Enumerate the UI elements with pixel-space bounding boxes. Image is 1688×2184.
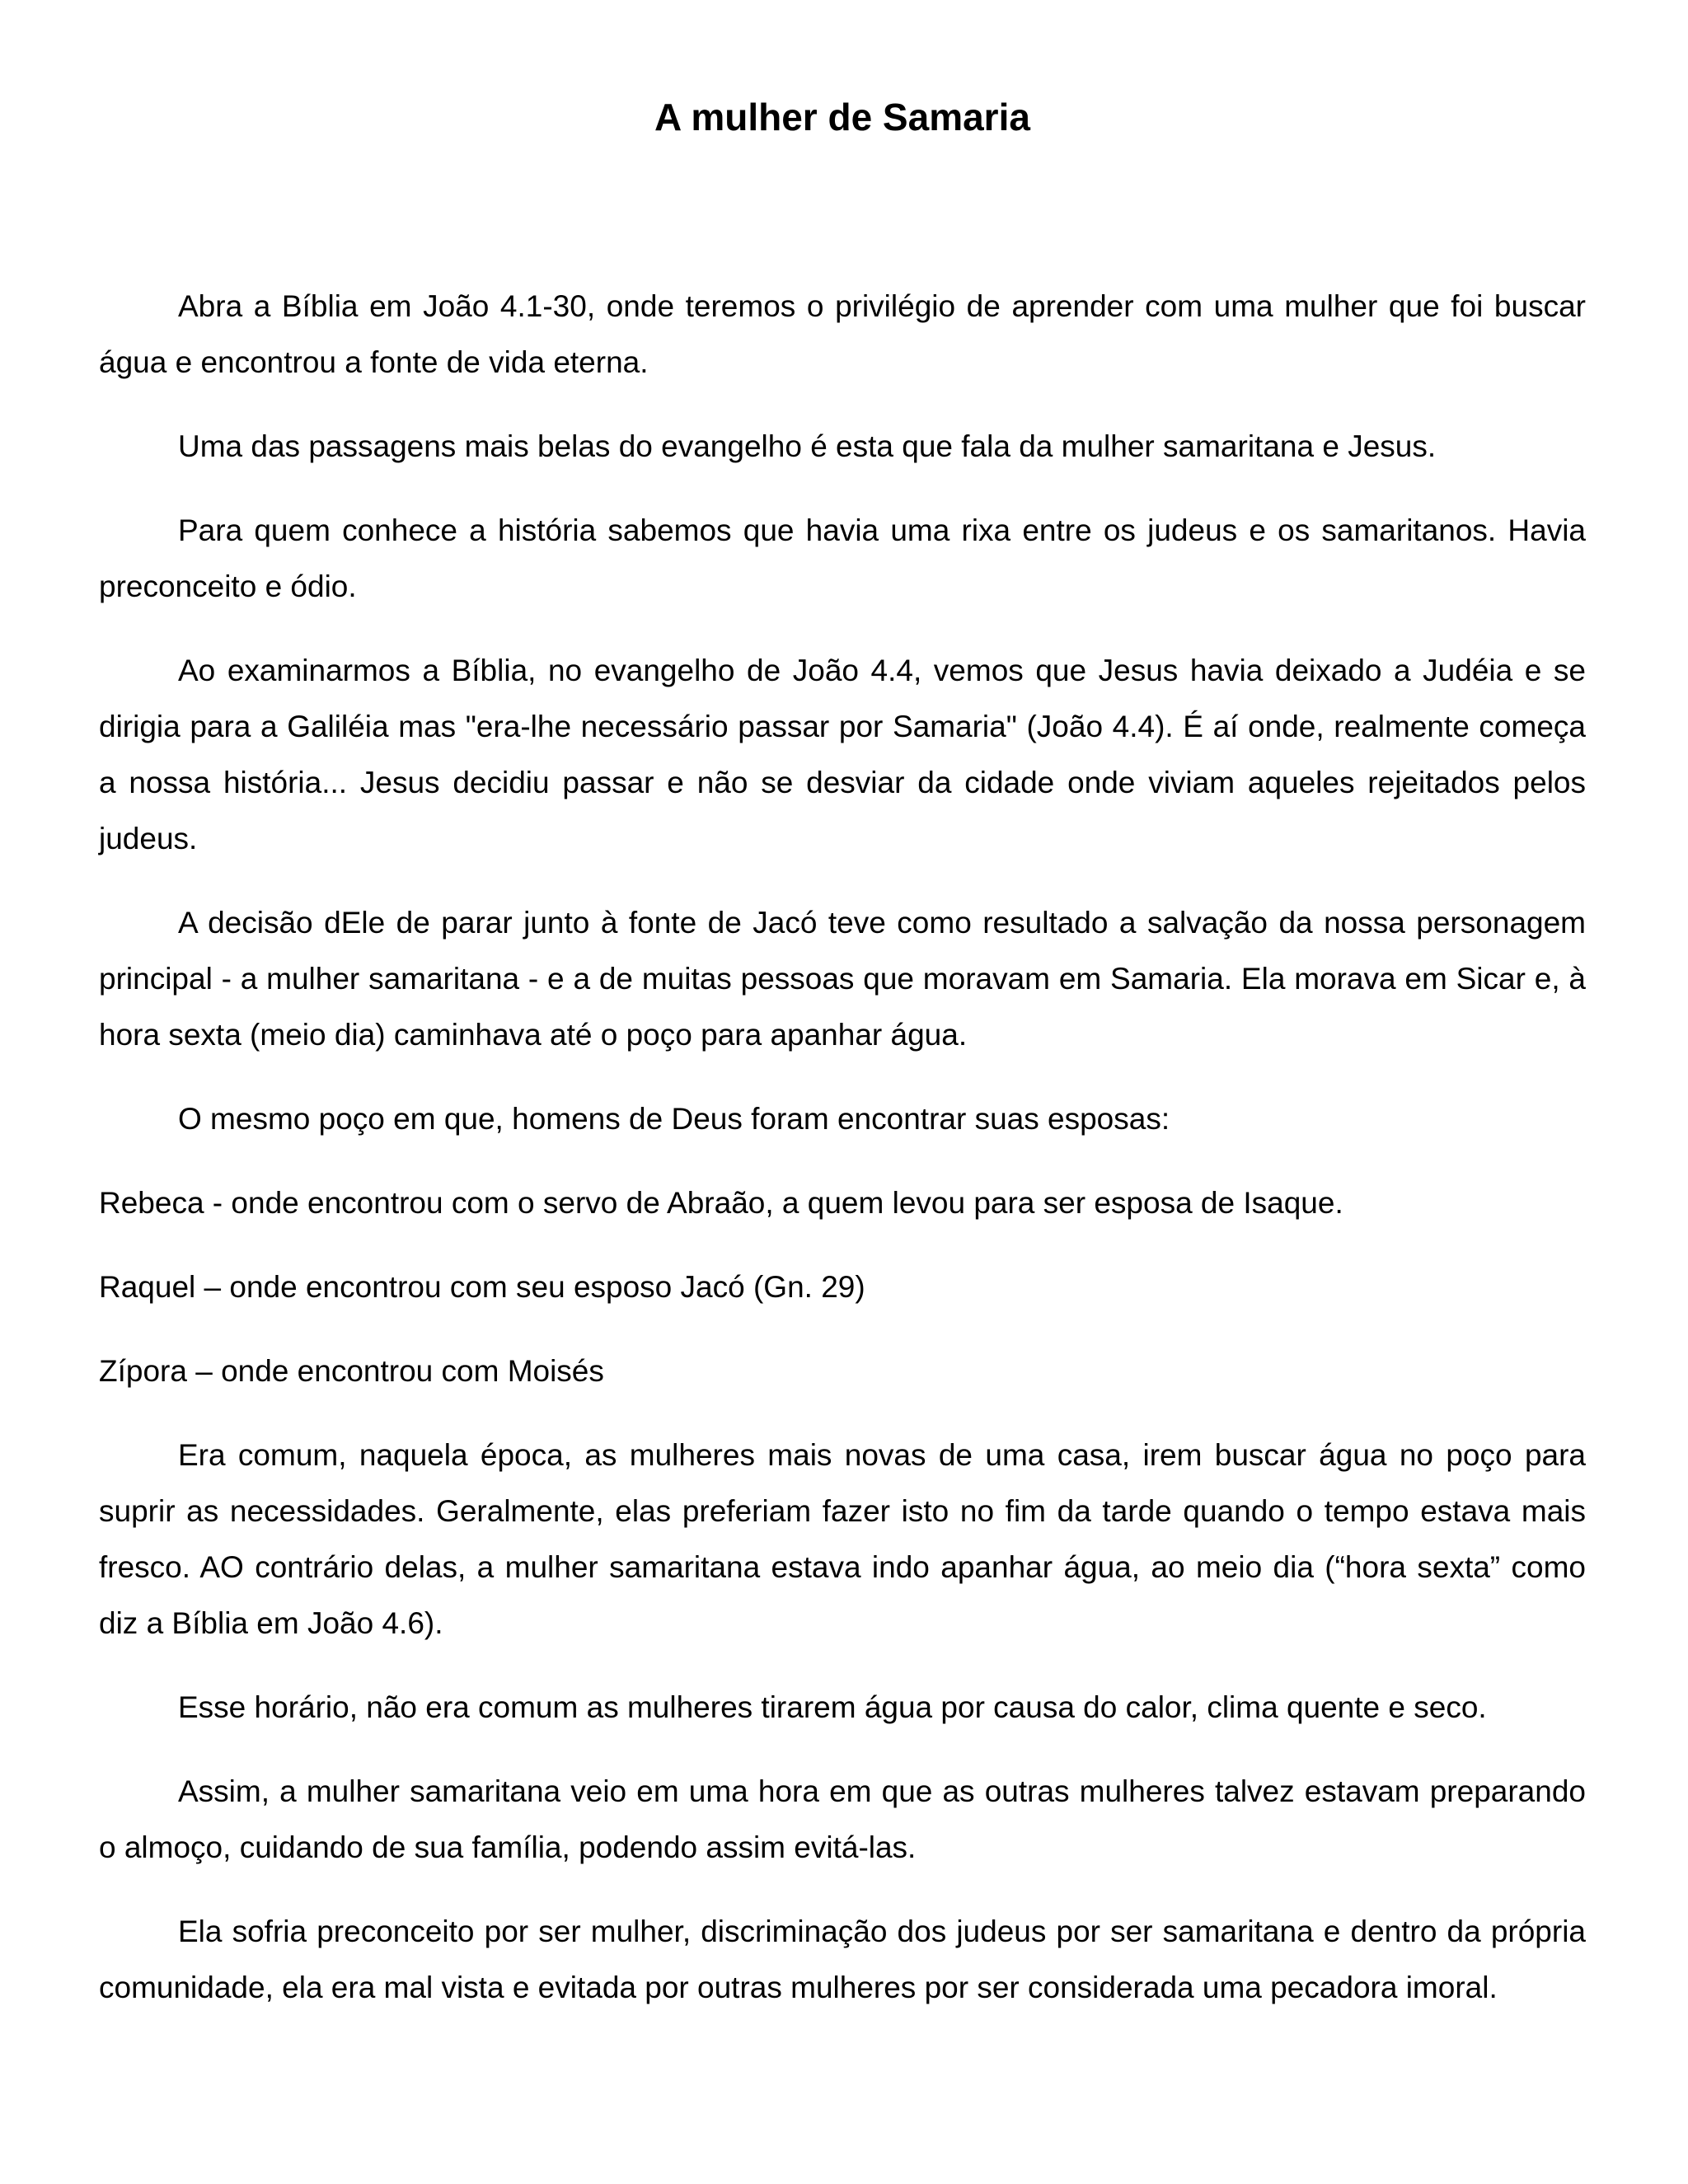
paragraph-intro: Abra a Bíblia em João 4.1-30, onde teremos o privilégio de aprender com uma mulher que foi buscar água e encontrou a fonte de vida eterna. <box>99 289 1586 379</box>
document-page <box>99 0 1586 2184</box>
paragraph-avoid: Assim, a mulher samaritana veio em uma hora em que as outras mulheres talvez estavam preparando o almoço, cuidando de sua família, podendo assim evitá-las. <box>99 1774 1586 1864</box>
paragraph-custom: Era comum, naquela época, as mulheres mais novas de uma casa, irem buscar água no poço para suprir as necessidades. Geralmente, elas preferiam fazer isto no fim da tarde quando o tempo estava mais fresco. AO contrário delas, a mulher samaritana estava indo apanhar água, ao meio dia (“hora sexta” como diz a Bíblia em João 4.6). <box>99 1438 1586 1640</box>
list-item-zipora: Zípora – onde encontrou com Moisés <box>99 1354 604 1388</box>
page-title: A mulher de Samaria <box>654 96 1030 138</box>
paragraph-prejudice: Ela sofria preconceito por ser mulher, discriminação dos judeus por ser samaritana e dentro da própria comunidade, ela era mal vista e evitada por outras mulheres por ser considerada uma pecadora imoral. <box>99 1915 1586 2004</box>
paragraph-well: O mesmo poço em que, homens de Deus foram encontrar suas esposas: <box>178 1102 1170 1136</box>
paragraph-rivalry: Para quem conhece a história sabemos que havia uma rixa entre os judeus e os samaritanos. Havia preconceito e ódio. <box>99 513 1586 603</box>
paragraph-passage: Uma das passagens mais belas do evangelho é esta que fala da mulher samaritana e Jesus. <box>178 429 1437 463</box>
paragraph-journey: Ao examinarmos a Bíblia, no evangelho de João 4.4, vemos que Jesus havia deixado a Judéia e se dirigia para a Galiléia mas "era-lhe necessário passar por Samaria" (João 4.4). É aí onde, realmente começa a nossa história... Jesus decidiu passar e não se desviar da cidade onde viviam aqueles rejeitados pelos judeus. <box>99 654 1586 855</box>
list-item-raquel: Raquel – onde encontrou com seu esposo Jacó (Gn. 29) <box>99 1270 865 1304</box>
paragraph-time: Esse horário, não era comum as mulheres tirarem água por causa do calor, clima quente e seco. <box>178 1690 1487 1724</box>
paragraph-decision: A decisão dEle de parar junto à fonte de Jacó teve como resultado a salvação da nossa personagem principal - a mulher samaritana - e a de muitas pessoas que moravam em Samaria. Ela morava em Sicar e, à hora sexta (meio dia) caminhava até o poço para apanhar água. <box>99 906 1586 1052</box>
document-body <box>99 279 1586 2044</box>
list-item-rebeca: Rebeca - onde encontrou com o servo de Abraão, a quem levou para ser esposa de Isaque. <box>99 1186 1343 1220</box>
